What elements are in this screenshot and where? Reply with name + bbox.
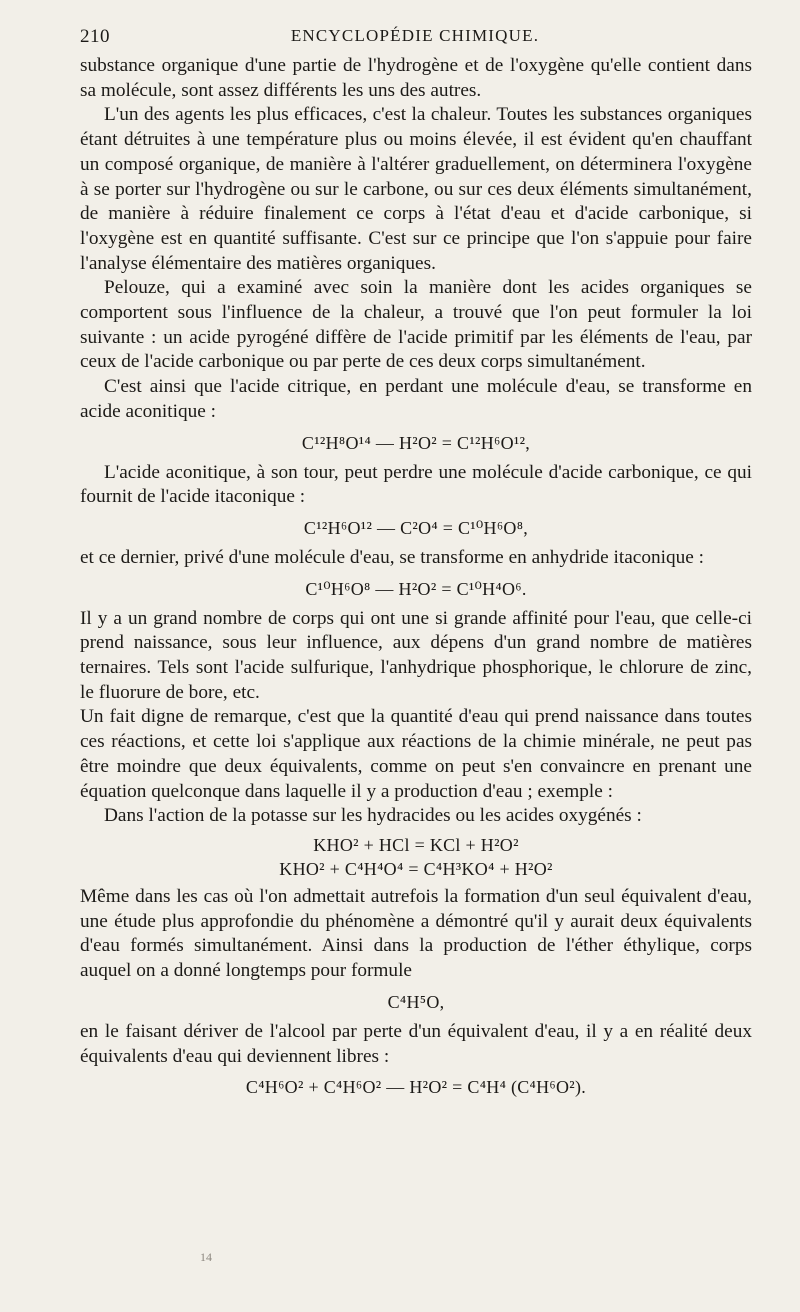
- paragraph-alcohol-derivation: en le faisant dériver de l'alcool par perte d'un équivalent d'eau, il y a en réalité deux équivalents d'eau qui deviennent libres :: [80, 1020, 752, 1067]
- page-header: [80, 26, 750, 54]
- equation-ether-reaction: C⁴H⁶O² + C⁴H⁶O² — H²O² = C⁴H⁴ (C⁴H⁶O²).: [245, 1077, 587, 1098]
- paragraph-water-affinity: Il y a un grand nombre de corps qui ont une si grande affinité pour l'eau, que celle-ci prend naissance, sous leur influence, aux dépens d'un grand nombre de matières ternaires. Tels sont l'acide sulfurique, l'anhydrique phosphorique, le chlorure de zinc, le fluorure de bore, etc.: [80, 607, 752, 703]
- paragraph-citric-acid: C'est ainsi que l'acide citrique, en perdant une molécule d'eau, se transforme en acide aconitique :: [80, 376, 752, 422]
- page-number: 210: [80, 26, 110, 47]
- paragraph-heat: L'un des agents les plus efficaces, c'est la chaleur. Toutes les substances organiques étant détruites à une température plus ou moins élevée, il est évident qu'en chauffant un composé organique, de manière à l'altérer graduellement, on déterminera l'oxygène à se porter sur l'hydrogène ou sur le carbone, ou sur ces deux éléments simultanément, de manière à réduire finalement ce corps à l'état d'eau et d'acide carbonique, si l'oxygène est en quantité suffisante. C'est sur ce principe que l'on s'appuie pour faire l'analyse élémentaire des matières organiques.: [80, 104, 752, 274]
- paragraph-ether: Même dans les cas où l'on admettait autrefois la formation d'un seul équivalent d'eau, une étude plus approfondie du phénomène a démontré qu'il y aurait deux équivalents d'eau formés simultanément. Ainsi dans la production de l'éther éthylique, corps auquel on a donné longtemps pour formule: [80, 885, 752, 982]
- equation-ether-formula: C⁴H⁵O,: [387, 991, 445, 1012]
- page-body: [80, 54, 752, 1105]
- paragraph-continuation: substance organique d'une partie de l'hydrogène et de l'oxygène qu'elle contient dans sa molécule, sont assez différents les uns des autres.: [80, 55, 752, 101]
- equation-potash-hcl: KHO² + HCl = KCl + H²O²: [313, 834, 519, 855]
- paragraph-itaconic-anhydride: et ce dernier, privé d'une molécule d'eau, se transforme en anhydride itaconique :: [80, 546, 704, 568]
- equation-citric: C¹²H⁸O¹⁴ — H²O² = C¹²H⁶O¹²,: [301, 432, 531, 453]
- paragraph-aconitic-acid: L'acide aconitique, à son tour, peut perdre une molécule d'acide carbonique, ce qui fournit de l'acide itaconique :: [80, 461, 752, 508]
- equation-itaconic: C¹⁰H⁶O⁸ — H²O² = C¹⁰H⁴O⁶.: [305, 578, 527, 599]
- running-title: ENCYCLOPÉDIE CHIMIQUE.: [290, 26, 540, 45]
- signature-mark: 14: [200, 1250, 212, 1264]
- paragraph-water-equivalents: Un fait digne de remarque, c'est que la quantité d'eau qui prend naissance dans toutes ces réactions, et cette loi s'applique aux réactions de la chimie minérale, ne peut pas être moindre que deux équivalents, comme on peut s'en convaincre en prenant une équation quelconque dans laquelle il y a production d'eau ; exemple :: [80, 706, 752, 802]
- paragraph-potash: Dans l'action de la potasse sur les hydracides ou les acides oxygénés :: [104, 805, 642, 827]
- equation-aconitic: C¹²H⁶O¹² — C²O⁴ = C¹⁰H⁶O⁸,: [303, 517, 529, 538]
- paragraph-pelouze: Pelouze, qui a examiné avec soin la manière dont les acides organiques se comportent sous l'influence de la chaleur, a trouvé que l'on peut formuler la loi suivante : un acide pyrogéné diffère de l'acide primitif par les éléments de l'eau, par ceux de l'acide carbonique ou par perte de ces deux corps simultanément.: [80, 277, 752, 373]
- equation-potash-acetic: KHO² + C⁴H⁴O⁴ = C⁴H³KO⁴ + H²O²: [279, 858, 553, 879]
